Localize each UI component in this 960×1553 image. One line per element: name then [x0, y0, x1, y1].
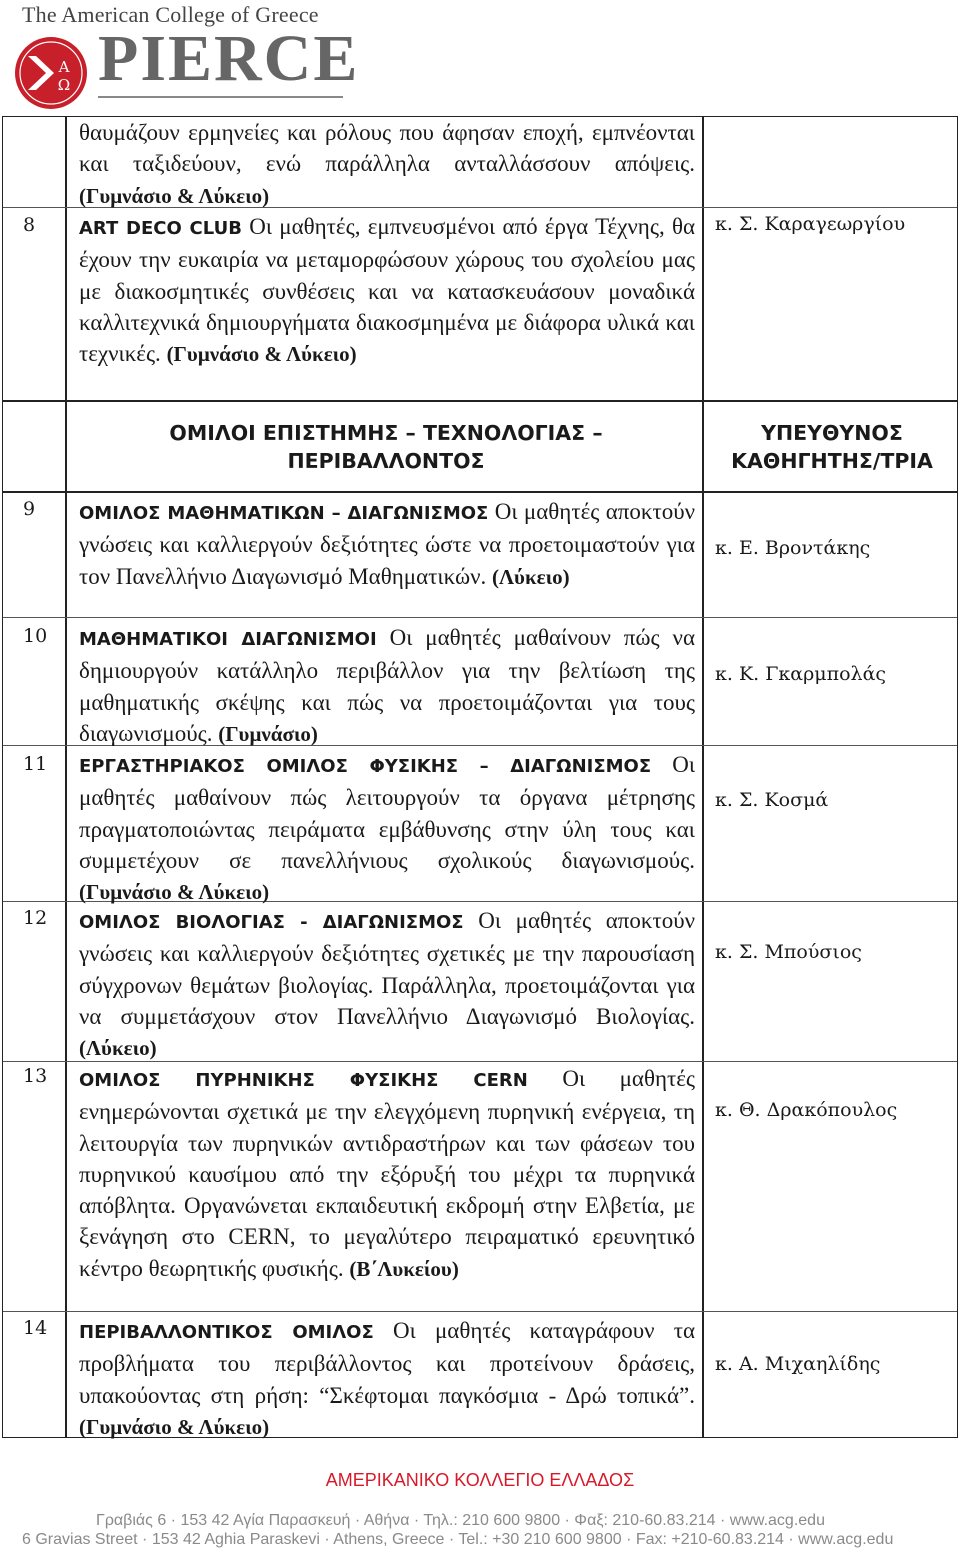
row-number: 12 — [23, 907, 48, 929]
table-row — [79, 117, 695, 212]
row-divider — [3, 491, 957, 493]
footer-address-english: 6 Gravias Street · 153 42 Aghia Paraskevi · Athens, Greece · Tel.: +30 210 600 9800 · Fax: +210-60.83.214 · www.acg.edu — [22, 1531, 894, 1548]
row-title: ART DECO CLUB — [79, 218, 242, 239]
row-teacher: κ. Σ. Καραγεωργίου — [715, 213, 906, 235]
table-row — [79, 496, 695, 593]
table-row — [79, 1315, 695, 1443]
responsible-header-line2: ΚΑΘΗΓΗΤΗΣ/ΤΡΙΑ — [731, 449, 933, 473]
footer-college-name: ΑΜΕΡΙΚΑΝΙΚΟ ΚΟΛΛΕΓΙΟ ΕΛΛΑΔΟΣ — [325, 1470, 635, 1490]
section-title — [67, 419, 705, 475]
row-text: Οι μαθητές καταγράφουν τα προβλήματα του περιβάλλοντος και προτείνουν δράσεις, υπακούοντας στη ρήση: “Σκέφτομαι παγκόσμια - Δρώ τοπικά”. — [79, 1318, 696, 1408]
footer-address-greek: Γραβιάς 6 · 153 42 Αγία Παρασκευή · Αθήνα · Τηλ.: 210 600 9800 · Φαξ: 210-60.83.214 · www.acg.edu — [96, 1512, 825, 1529]
row-text: Οι μαθητές αποκτούν γνώσεις και καλλιεργούν δεξιότητες σχετικές με την παρουσίαση σύγχρονων θεμάτων βιολογίας. Παράλληλα, προετοιμάζονται για να συμμετάσχουν στον Πανελλήνιο Διαγωνισμό Βιολογίας. — [79, 908, 696, 1029]
row-divider — [3, 400, 957, 402]
responsible-header — [705, 419, 959, 475]
row-title: ΟΜΙΛΟΣ ΜΑΘΗΜΑΤΙΚΩΝ – ΔΙΑΓΩΝΙΣΜΟΣ — [79, 503, 489, 524]
seal-omega: Ω — [57, 76, 71, 94]
row-level: (Γυμνάσιο & Λύκειο) — [79, 183, 270, 208]
brand-underline — [98, 96, 343, 98]
row-teacher: κ. Α. Μιχαηλίδης — [715, 1353, 881, 1375]
row-number: 11 — [23, 753, 48, 775]
pierce-seal-logo — [14, 36, 88, 110]
row-text: Οι μαθητές ενημερώνονται σχετικά με την ελεγχόμενη πυρηνική ενέργεια, τη λειτουργία των πυρηνικών αντιδραστήρων και των φάσεων του πυρηνικού καυσίμου από την εξόρυξή του μέχρι τα πυρηνικά απόβλητα. Οργανώνεται εκπαιδευτική εκδρομή στην Ελβετία, με ξενάγηση στο CERN, το μεγαλύτερο πειραματικό ερευνητικό κέντρο θεωρητικής φυσικής. — [79, 1066, 696, 1281]
row-teacher: κ. Ε. Βροντάκης — [715, 537, 871, 559]
section-title-line1: ΟΜΙΛΟΙ ΕΠΙΣΤΗΜΗΣ – ΤΕΧΝΟΛΟΓΙΑΣ – — [169, 421, 603, 445]
table-row — [79, 622, 695, 750]
row-number: 13 — [23, 1065, 48, 1087]
row-teacher: κ. Σ. Μπούσιος — [715, 941, 862, 963]
col-divider-2 — [702, 117, 704, 1437]
row-level: (Β΄Λυκείου) — [349, 1256, 459, 1281]
row-divider — [3, 617, 957, 618]
row-level: (Λύκειο) — [79, 1036, 157, 1061]
table-row — [79, 211, 695, 370]
row-number: 9 — [23, 498, 36, 520]
row-text: Οι μαθητές μαθαίνουν πώς λειτουργούν τα όργανα μέτρησης πραγματοποιώντας πειράματα εμβάθυνσης στην ύλη τους και συμμετέχουν σε πανελλήνιους σχολικούς διαγωνισμούς. — [79, 752, 696, 873]
row-text: Οι μαθητές μαθαίνουν πώς να δημιουργούν κατάλληλο περιβάλλον για την βελτίωση της μαθηματικής σκέψης και πώς να προετοιμάζονται για τους διαγωνισμούς. — [79, 625, 695, 746]
row-level: (Λύκειο) — [492, 564, 570, 589]
col-divider-1 — [65, 117, 67, 1437]
row-level: (Γυμνάσιο) — [218, 721, 318, 746]
clubs-table — [2, 116, 958, 1438]
row-text: Οι μαθητές, εμπνευσμένοι από έργα Τέχνης, θα έχουν την ευκαιρία να μεταμορφώσουν χώρους του σχολείου μας με διακοσμητικές συνθέσεις και να κατασκευάσουν μοναδικά καλλιτεχνικά δημιουργήματα διακοσμημένα με διάφορα υλικά και τεχνικές. — [79, 214, 696, 367]
college-name: The American College of Greece — [22, 2, 319, 27]
seal-alpha: Α — [58, 58, 70, 76]
row-title: ΕΡΓΑΣΤΗΡΙΑΚΟΣ ΟΜΙΛΟΣ ΦΥΣΙΚΗΣ – ΔΙΑΓΩΝΙΣΜΟΣ — [79, 756, 652, 777]
row-number: 10 — [23, 625, 48, 647]
row-teacher: κ. Κ. Γκαρμπολάς — [715, 663, 887, 685]
row-title: ΟΜΙΛΟΣ ΠΥΡΗΝΙΚΗΣ ΦΥΣΙΚΗΣ CERN — [79, 1070, 528, 1091]
row-level: (Γυμνάσιο & Λύκειο) — [166, 342, 357, 367]
row-title: ΠΕΡΙΒΑΛΛΟΝΤΙΚΟΣ ΟΜΙΛΟΣ — [79, 1322, 374, 1343]
table-row — [79, 905, 695, 1064]
row-level: (Γυμνάσιο & Λύκειο) — [79, 1414, 270, 1439]
table-row — [79, 1063, 695, 1285]
row-number: 14 — [23, 1317, 48, 1339]
row-divider — [3, 1311, 957, 1312]
row-number: 8 — [23, 214, 36, 236]
section-title-line2: ΠΕΡΙΒΑΛΛΟΝΤΟΣ — [287, 449, 485, 473]
brand-pierce: PIERCE — [98, 22, 360, 95]
table-row — [79, 749, 695, 908]
row-title: ΟΜΙΛΟΣ ΒΙΟΛΟΓΙΑΣ - ΔΙΑΓΩΝΙΣΜΟΣ — [79, 912, 464, 933]
row-text: Οι μαθητές αποκτούν γνώσεις και καλλιεργούν δεξιότητες ώστε να προετοιμαστούν για τον Πανελλήνιο Διαγωνισμό Μαθηματικών. — [79, 499, 695, 589]
row-teacher: κ. Θ. Δρακόπουλος — [715, 1099, 898, 1121]
row-teacher: κ. Σ. Κοσμά — [715, 789, 829, 811]
row-title: ΜΑΘΗΜΑΤΙΚΟΙ ΔΙΑΓΩΝΙΣΜΟΙ — [79, 629, 377, 650]
row-text: θαυμάζουν ερμηνείες και ρόλους που άφησαν εποχή, εμπνέονται και ταξιδεύουν, ενώ παράλληλα ανταλλάσσουν απόψεις. — [79, 120, 695, 177]
responsible-header-line1: ΥΠΕΥΘΥΝΟΣ — [761, 421, 903, 445]
row-level: (Γυμνάσιο & Λύκειο) — [79, 880, 270, 905]
